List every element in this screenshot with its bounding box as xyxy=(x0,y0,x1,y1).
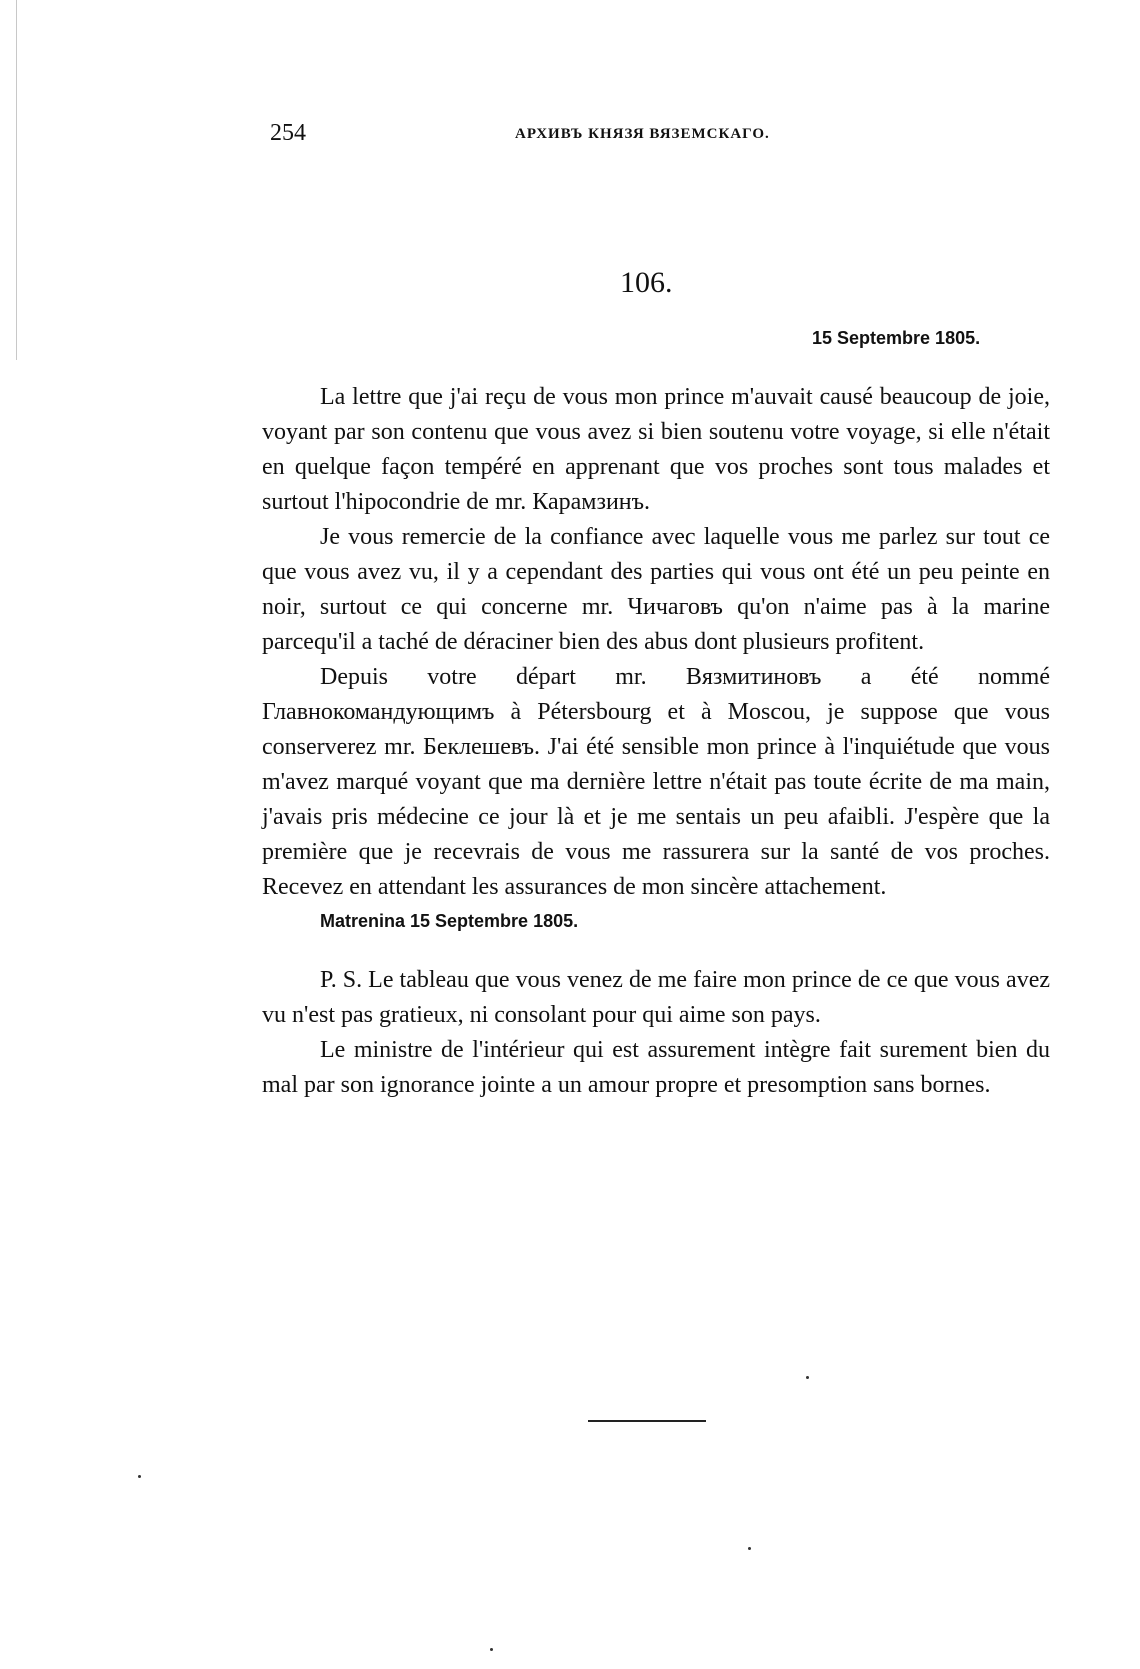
scan-speck xyxy=(490,1648,493,1651)
paragraph: Depuis votre départ mr. Вязмитиновъ a été nommé Главнокомандующимъ à Pétersbourg et à Moscou, je suppose que vous conserverez mr. Беклешевъ. J'ai été sensible mon prince à l'inquiétude que vous m'avez marqué voyant que ma dernière lettre n'était pas toute écrite de ma main, j'avais pris médecine ce jour là et je me sentais un peu afaibli. J'espère que la première que je recevrais de vous me rassurera sur la santé de vos proches. Recevez en attendant les assurances de mon sincère attachement. xyxy=(262,664,1050,900)
page-number: 254 xyxy=(270,120,306,146)
scan-speck xyxy=(806,1376,809,1379)
scan-edge-line xyxy=(16,0,17,360)
letter-date: 15 Septembre 1805. xyxy=(812,328,981,348)
paragraph: Je vous remercie de la confiance avec laquelle vous me parlez sur tout ce que vous avez vu, il y a cependant des parties qui vous ont été un peu peinte en noir, surtout ce qui concerne mr. Чичаговъ qu'on n'aime pas à la marine parcequ'il a taché de déraciner bien des abus dont plusieurs profitent. xyxy=(262,524,1050,655)
postscript-paragraph: P. S. Le tableau que vous venez de me faire mon prince de ce que vous avez vu n'est pas gratieux, ni consolant pour qui aime son pays. xyxy=(262,967,1050,1028)
letter-body xyxy=(262,380,1050,1103)
scan-speck xyxy=(748,1547,751,1550)
running-title: АРХИВЪ КНЯЗЯ ВЯЗЕМСКАГО. xyxy=(515,126,770,142)
scan-speck xyxy=(138,1475,141,1478)
signature-line: Matrenina 15 Septembre 1805. xyxy=(320,911,579,931)
paragraph: La lettre que j'ai reçu de vous mon prince m'auvait causé beaucoup de joie, voyant par son contenu que vous avez si bien soutenu votre voyage, si elle n'était en quelque façon tempéré en apprenant que vos proches sont tous malades et surtout l'hipocondrie de mr. Карамзинъ. xyxy=(262,384,1050,515)
postscript-paragraph: Le ministre de l'intérieur qui est assurement intègre fait surement bien du mal par son ignorance jointe a un amour propre et presomption sans bornes. xyxy=(262,1037,1050,1098)
running-head xyxy=(270,120,810,152)
end-rule xyxy=(588,1420,706,1422)
letter-number: 106. xyxy=(620,266,673,299)
